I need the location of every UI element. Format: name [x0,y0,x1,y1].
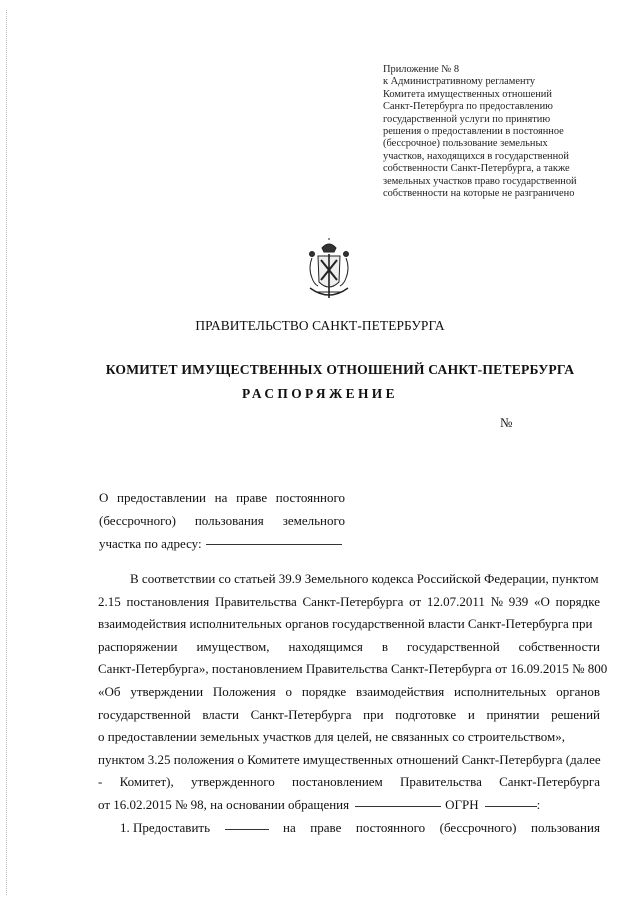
subject-word: праве [236,490,268,505]
annex-line: (бессрочное) пользование земельных [383,138,548,150]
subject-word: О [99,490,109,505]
subject-word: на [214,490,228,505]
body-word: Санкт-Петербурга [302,593,404,609]
body-line [98,658,608,681]
item-1-word: пользования [531,819,600,835]
body-line [98,704,600,727]
subject-block [99,486,345,555]
applicant-blank-field[interactable] [355,794,441,807]
body-word: «Об [98,683,121,699]
body-word: о [285,683,293,699]
annex-line: участков, находящихся в государственной [383,150,569,162]
body-word: государственной [407,638,500,654]
item-1-line [98,817,600,840]
subject-line-3 [99,532,345,555]
ogrn-blank-field[interactable] [485,794,537,807]
body-line-basis [98,794,600,817]
body-line [98,613,600,636]
annex-line: собственности на которые не разграничено [383,188,575,200]
body-word: исполнительных [453,683,547,699]
annex-line: решения о предоставлении в постоянное [383,126,564,138]
annex-line: земельных участков право государственной [383,175,577,187]
subject-address-label: участка по адресу: [99,536,202,551]
body-lines [98,568,608,794]
annex-block [383,64,623,200]
body-word: утверждении [130,683,204,699]
subject-word: (бессрочного) [99,513,176,528]
ogrn-label: ОГРН [445,796,479,812]
binding-edge-dots [6,10,8,895]
body-word: решений [551,706,600,722]
basis-text: от 16.02.2015 № 98, на основании обращения [98,796,350,812]
body-word: пунктом 3.25 положения о Комитете имущественных отношений Санкт-Петербурга (далее [98,751,601,767]
annex-line: собственности Санкт-Петербурга, а также [383,163,570,175]
subject-line-2 [99,509,345,532]
body-word: 2.15 [98,593,121,609]
body-word: Санкт-Петербурга», постановлением Правительства Санкт-Петербурга от 16.09.2015 № 800 [98,661,608,677]
annex-line: к Административному регламенту [383,76,536,88]
item-1-word: на [283,819,296,835]
body-word: Правительства [400,774,482,790]
subject-word: постоянного [275,490,345,505]
subject-line-1 [99,486,345,509]
body-word: постановлением [292,774,383,790]
annex-line: Приложение № 8 [383,64,460,75]
annex-line: Санкт-Петербурга по предоставлению [383,101,553,113]
body-word: в [381,638,389,654]
body-line [98,749,600,772]
body-word: собственности [518,638,600,654]
body-line [98,726,600,749]
body-word: порядке [555,593,600,609]
recipient-blank-field[interactable] [225,817,269,830]
item-1-word: праве [310,819,342,835]
body-word: - [98,774,103,790]
body-word: порядке [301,683,347,699]
body-line [98,771,600,794]
body-text [98,568,608,839]
annex-line: государственной услуги по принятию [383,113,551,125]
body-word: утвержденного [190,774,275,790]
body-line [98,568,600,591]
annex-line: Комитета имущественных отношений [383,88,552,100]
body-word: от [409,593,422,609]
document-number: № [500,415,513,430]
body-word: 12.07.2011 [426,593,485,609]
body-word: Правительства [214,593,297,609]
body-word: и [467,706,475,722]
body-word: органов [556,683,600,699]
subject-word: пользования [194,513,264,528]
body-word: принятии [486,706,540,722]
body-line [98,636,600,659]
body-word: подготовке [395,706,457,722]
body-word: Положения [212,683,276,699]
body-word: «О [534,593,550,609]
subject-word: земельного [282,513,345,528]
body-word: о предоставлении земельных участков для целей, не связанных со строительством», [98,729,565,745]
body-word: взаимодействия исполнительных органов государственной власти Санкт-Петербурга при [98,616,593,632]
body-word: при [363,706,384,722]
body-word: имуществом, [196,638,270,654]
body-word: взаимодействия [355,683,445,699]
body-word: В соответствии со статьей 39.9 Земельного кодекса Российской Федерации, пунктом [130,571,599,586]
body-word: Комитет), [119,774,174,790]
subject-word: предоставлении [117,490,207,505]
body-word: находящимся [288,638,363,654]
body-word: Санкт-Петербурга [499,774,600,790]
committee-title: КОМИТЕТ ИМУЩЕСТВЕННЫХ ОТНОШЕНИЙ САНКТ-ПЕТЕРБУРГА [105,362,575,377]
body-line [98,591,600,614]
body-line [98,681,600,704]
item-1-word: (бессрочного) [439,819,517,835]
address-blank-field[interactable] [206,532,342,545]
body-word: Санкт-Петербурга [250,706,352,722]
government-title: ПРАВИТЕЛЬСТВО САНКТ-ПЕТЕРБУРГА [195,318,445,333]
document-type: РАСПОРЯЖЕНИЕ [242,386,398,401]
basis-end: : [536,796,541,812]
body-word: государственной [98,706,191,722]
body-word: распоряжении [98,638,178,654]
st-petersburg-coat-of-arms-icon [304,238,354,304]
body-word: постановления [126,593,210,609]
body-word: № [490,593,504,609]
body-word: власти [202,706,239,722]
body-word: 939 [508,593,529,609]
item-1-word: постоянного [355,819,426,835]
item-1-start: 1. Предоставить [120,819,211,835]
